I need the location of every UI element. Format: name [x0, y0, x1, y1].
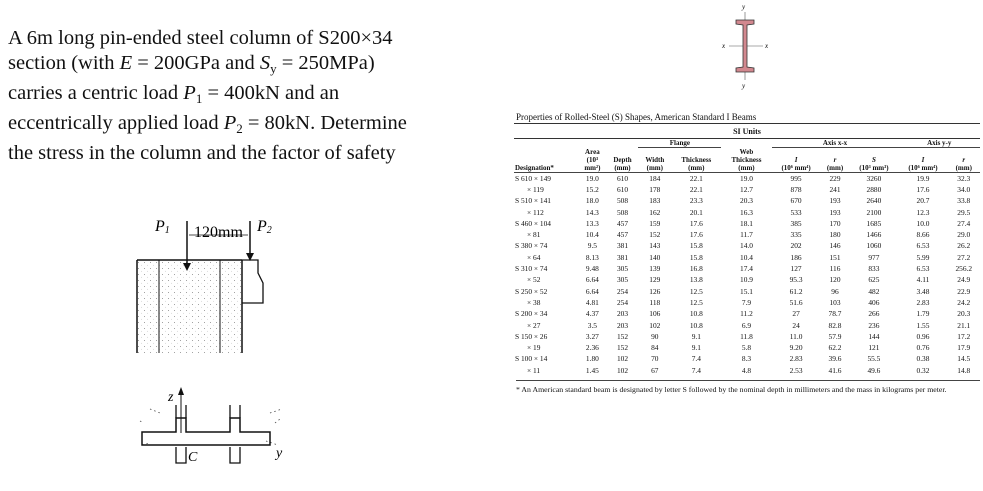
ibeam-y-bottom-label: y: [742, 82, 746, 90]
table-cell: 10.4: [585, 230, 599, 240]
bracket: [242, 260, 263, 303]
table-cell: 3.27: [585, 331, 599, 341]
table-cell: 11.8: [740, 331, 753, 341]
table-cell: 0.32: [916, 365, 930, 375]
column-load-diagram: [125, 213, 295, 353]
table-cell: 833: [868, 264, 880, 274]
table-cell: 23.3: [689, 196, 703, 206]
table-cell: 9.48: [585, 264, 599, 274]
ibeam-x-right-label: x: [765, 42, 769, 50]
header-sx: S (10³ mm³): [849, 148, 898, 173]
table-row: [514, 353, 980, 364]
cell-designation: S 510 × 141: [515, 196, 551, 206]
table-cell: 96: [831, 286, 839, 296]
header-designation: Designation*: [514, 148, 578, 173]
table-cell: 102: [649, 320, 661, 330]
properties-table-block: [514, 112, 980, 394]
table-row: [514, 206, 980, 217]
table-cell: 14.0: [740, 241, 753, 251]
table-cell: 254: [616, 286, 629, 296]
table-cell: 13.3: [585, 218, 599, 228]
subscript-y: y: [270, 61, 277, 76]
table-cell: 533: [790, 207, 802, 217]
table-cell: 90: [651, 331, 659, 341]
table-row: [514, 331, 980, 342]
table-cell: 61.2: [789, 286, 803, 296]
table-body: [514, 172, 980, 376]
table-cell: 977: [868, 252, 880, 262]
problem-text: = 200GPa and: [132, 52, 260, 74]
table-row: [514, 285, 980, 296]
table-cell: 4.81: [585, 297, 599, 307]
group-axis-x: Axis x-x: [772, 139, 899, 148]
table-cell: 22.1: [689, 173, 703, 183]
table-cell: 67: [651, 365, 659, 375]
table-cell: 203: [616, 309, 629, 319]
table-cell: 3260: [866, 173, 882, 183]
table-cell: 146: [829, 241, 841, 251]
table-cell: 229: [829, 173, 841, 183]
table-cell: 6.64: [585, 286, 599, 296]
table-cell: 256.2: [955, 264, 973, 274]
table-cell: 670: [790, 196, 802, 206]
group-flange: Flange: [638, 139, 721, 148]
table-cell: 11.2: [740, 309, 753, 319]
dimension-120mm: 120mm: [194, 224, 243, 241]
table-row: [514, 319, 980, 330]
problem-text: eccentrically applied load: [8, 112, 224, 134]
table-cell: 0.96: [916, 331, 930, 341]
table-cell: 10.8: [689, 320, 703, 330]
cell-designation: S 310 × 74: [515, 264, 548, 274]
problem-line-2: [8, 51, 478, 81]
table-cell: 14.3: [585, 207, 599, 217]
table-cell: 254: [616, 297, 629, 307]
problem-line-3: [8, 81, 478, 111]
table-cell: 0.76: [916, 343, 930, 353]
table-cell: 7.4: [691, 354, 701, 364]
table-cell: 19.9: [916, 173, 930, 183]
table-cell: 126: [649, 286, 661, 296]
table-cell: 51.6: [789, 297, 803, 307]
cell-designation: × 64: [527, 252, 541, 262]
table-cell: 2.36: [585, 343, 599, 353]
table-cell: 20.1: [689, 207, 703, 217]
header-area: Area (10³ mm²): [578, 148, 606, 173]
table-cell: 1.79: [916, 309, 930, 319]
table-cell: 21.1: [957, 320, 971, 330]
header-depth: Depth (mm): [607, 148, 639, 173]
table-cell: 335: [790, 230, 802, 240]
table-cell: 162: [649, 207, 661, 217]
table-cell: 457: [616, 230, 629, 240]
problem-statement: [8, 26, 478, 166]
table-cell: 610: [616, 184, 629, 194]
table-cell: 41.6: [828, 365, 842, 375]
table-cell: 152: [616, 343, 629, 353]
table-cell: 1.55: [916, 320, 930, 330]
symbol-P: P: [183, 82, 196, 104]
ibeam-x-left-label: x: [722, 42, 726, 50]
table-cell: 159: [649, 218, 661, 228]
header-iy: I (10⁶ mm⁴): [898, 148, 947, 173]
table-cell: 995: [790, 173, 802, 183]
header-ry: r (mm): [948, 148, 980, 173]
table-cell: 8.66: [916, 230, 930, 240]
cell-designation: S 460 × 104: [515, 218, 551, 228]
header-width: Width (mm): [638, 148, 671, 173]
header-rx: r (mm): [821, 148, 850, 173]
table-cell: 508: [616, 207, 629, 217]
table-cell: 625: [868, 275, 880, 285]
problem-text: = 400kN and an: [202, 82, 340, 104]
table-cell: 406: [868, 297, 880, 307]
centroid-label: C: [188, 450, 198, 465]
table-cell: 4.8: [741, 365, 752, 375]
table-cell: 143: [649, 241, 661, 251]
table-cell: 18.1: [740, 218, 753, 228]
table-cell: 12.3: [916, 207, 930, 217]
table-cell: 57.9: [828, 331, 842, 341]
table-cell: 39.6: [828, 354, 842, 364]
table-cell: 6.53: [916, 264, 930, 274]
table-cell: 183: [649, 196, 661, 206]
table-cell: 0.38: [916, 354, 930, 364]
table-cell: 106: [649, 309, 661, 319]
table-cell: 95.3: [789, 275, 803, 285]
table-cell: 82.8: [828, 320, 842, 330]
p1-label: P1: [155, 218, 170, 236]
table-cell: 16.8: [689, 264, 703, 274]
table-cell: 241: [829, 184, 841, 194]
table-cell: 305: [616, 275, 629, 285]
group-axis-y: Axis y-y: [898, 139, 980, 148]
table-cell: 102: [616, 365, 629, 375]
table-cell: 2.83: [789, 354, 803, 364]
table-cell: 27.2: [957, 252, 971, 262]
table-cell: 120: [829, 275, 841, 285]
table-cell: 14.5: [957, 354, 971, 364]
table-cell: 20.3: [957, 309, 971, 319]
cell-designation: S 200 × 34: [515, 309, 548, 319]
table-cell: 140: [649, 252, 661, 262]
table-cell: 2640: [866, 196, 882, 206]
table-cell: 32.3: [957, 173, 971, 183]
subscript-2: 2: [236, 121, 243, 136]
table-cell: 193: [829, 207, 841, 217]
table-cell: 15.2: [585, 184, 599, 194]
table-cell: 12.5: [689, 286, 703, 296]
table-cell: 17.2: [957, 331, 971, 341]
subscript-1: 1: [195, 91, 203, 106]
table-cell: 1.80: [585, 354, 599, 364]
table-cell: 508: [616, 196, 629, 206]
table-cell: 178: [649, 184, 661, 194]
table-cell: 20.3: [740, 196, 753, 206]
problem-line-4: [8, 111, 478, 141]
symbol-S: S: [259, 52, 271, 74]
table-row: [514, 365, 980, 376]
problem-line-5: the stress in the column and the factor of safety: [8, 142, 396, 164]
y-axis-label: y: [276, 446, 283, 461]
table-cell: 6.9: [741, 320, 752, 330]
problem-text: carries a centric load: [8, 82, 184, 104]
table-row: [514, 218, 980, 229]
table-cell: 16.3: [740, 207, 753, 217]
table-cell: 139: [649, 264, 661, 274]
table-cell: 5.99: [916, 252, 930, 262]
table-cell: 12.5: [689, 297, 703, 307]
table-cell: 151: [829, 252, 841, 262]
table-cell: 127: [790, 264, 802, 274]
header-ix: I (10⁶ mm⁴): [772, 148, 821, 173]
table-cell: 9.20: [789, 343, 803, 353]
table-cell: 24: [792, 320, 800, 330]
cross-section-diagram: [120, 385, 300, 475]
table-cell: 11.7: [740, 230, 753, 240]
table-cell: 24.9: [957, 275, 971, 285]
table-cell: 2.83: [916, 297, 930, 307]
header-flange-thickness: Thickness (mm): [671, 148, 721, 173]
table-cell: 14.8: [957, 365, 971, 375]
table-cell: 20.7: [916, 196, 930, 206]
column-body: [137, 260, 242, 353]
cell-designation: × 81: [527, 230, 541, 240]
table-cell: 482: [868, 286, 880, 296]
section-outline: [142, 418, 270, 445]
cell-designation: × 112: [527, 207, 544, 217]
table-cell: 202: [790, 241, 802, 251]
table-cell: 27: [792, 309, 800, 319]
table-cell: 8.3: [741, 354, 752, 364]
cell-designation: × 38: [527, 297, 541, 307]
table-cell: 129: [649, 275, 661, 285]
table-cell: 84: [651, 343, 659, 353]
problem-text: = 250MPa): [276, 52, 375, 74]
table-cell: 19.0: [585, 173, 599, 183]
table-cell: 9.1: [691, 331, 701, 341]
symbol-P: P: [223, 112, 237, 134]
table-cell: 121: [868, 343, 880, 353]
table-cell: 18.0: [585, 196, 599, 206]
table-cell: 15.8: [689, 252, 703, 262]
table-cell: 6.53: [916, 241, 930, 251]
cell-designation: × 27: [527, 320, 541, 330]
table-cell: 118: [649, 297, 661, 307]
table-cell: 203: [616, 320, 629, 330]
table-cell: 12.7: [740, 184, 753, 194]
table-cell: 7.9: [741, 297, 752, 307]
table-cell: 457: [616, 218, 629, 228]
table-cell: 186: [790, 252, 802, 262]
table-cell: 180: [829, 230, 841, 240]
table-cell: 170: [829, 218, 841, 228]
ibeam-axes-icon: [705, 0, 785, 90]
table-cell: 15.8: [689, 241, 703, 251]
table-cell: 381: [616, 241, 629, 251]
problem-text: = 80kN. Determine: [242, 112, 407, 134]
table-cell: 10.0: [916, 218, 930, 228]
cell-designation: × 19: [527, 343, 541, 353]
table-cell: 29.5: [957, 207, 971, 217]
table-cell: 8.13: [585, 252, 599, 262]
table-cell: 70: [651, 354, 659, 364]
table-cell: 144: [868, 331, 880, 341]
table-cell: 305: [616, 264, 629, 274]
table-cell: 10.9: [740, 275, 753, 285]
table-cell: 10.4: [740, 252, 753, 262]
table-row: [514, 263, 980, 274]
table-cell: 152: [616, 331, 629, 341]
table-footnote: * An American standard beam is designated by letter S followed by the nominal depth in millimeters and the mass in kilograms per meter.: [516, 380, 980, 395]
table-cell: 11.0: [789, 331, 803, 341]
table-cell: 17.4: [740, 264, 753, 274]
table-cell: 22.9: [957, 286, 971, 296]
cell-designation: S 610 × 149: [515, 173, 551, 183]
table-cell: 2.53: [789, 365, 803, 375]
table-cell: 62.2: [828, 343, 842, 353]
table-cell: 193: [829, 196, 841, 206]
table-cell: 7.4: [691, 365, 701, 375]
table-cell: 1060: [866, 241, 882, 251]
table-cell: 1.45: [585, 365, 599, 375]
table-cell: 4.37: [585, 309, 599, 319]
table-cell: 1685: [866, 218, 882, 228]
table-cell: 27.4: [957, 218, 971, 228]
table-cell: 103: [829, 297, 841, 307]
table-cell: 184: [649, 173, 661, 183]
table-cell: 9.1: [691, 343, 701, 353]
table-cell: 17.6: [689, 230, 703, 240]
table-cell: 15.1: [740, 286, 753, 296]
table-cell: 4.11: [916, 275, 930, 285]
table-cell: 26.2: [957, 241, 971, 251]
z-axis-label: z: [168, 390, 174, 405]
cell-designation: × 11: [527, 365, 541, 375]
properties-table: [514, 138, 980, 376]
table-cell: 152: [649, 230, 661, 240]
symbol-E: E: [119, 52, 133, 74]
table-cell: 10.8: [689, 309, 703, 319]
table-cell: 381: [616, 252, 629, 262]
cell-designation: S 250 × 52: [515, 286, 548, 296]
table-cell: 24.2: [957, 297, 971, 307]
table-cell: 6.64: [585, 275, 599, 285]
table-cell: 2880: [866, 184, 882, 194]
cell-designation: S 150 × 26: [515, 331, 548, 341]
table-row: [514, 342, 980, 353]
table-cell: 17.6: [689, 218, 703, 228]
cell-designation: S 100 × 14: [515, 354, 548, 364]
table-row: [514, 274, 980, 285]
table-row: [514, 252, 980, 263]
table-cell: 116: [829, 264, 841, 274]
table-units: SI Units: [733, 127, 761, 136]
table-row: [514, 172, 980, 184]
table-row: [514, 184, 980, 195]
problem-text: section (with: [8, 52, 120, 74]
table-title: Properties of Rolled-Steel (S) Shapes, American Standard I Beams: [516, 112, 757, 122]
table-cell: 3.5: [587, 320, 597, 330]
table-row: [514, 308, 980, 319]
table-cell: 33.8: [957, 196, 971, 206]
table-cell: 266: [868, 309, 880, 319]
cell-designation: S 380 × 74: [515, 241, 548, 251]
ibeam-y-top-label: y: [742, 3, 746, 11]
table-cell: 385: [790, 218, 802, 228]
table-row: [514, 229, 980, 240]
table-cell: 13.8: [689, 275, 703, 285]
table-cell: 78.7: [828, 309, 842, 319]
p2-label: P2: [257, 218, 272, 236]
table-cell: 9.5: [587, 241, 597, 251]
table-cell: 17.6: [916, 184, 930, 194]
table-cell: 102: [616, 354, 629, 364]
cell-designation: × 119: [527, 184, 544, 194]
table-cell: 55.5: [867, 354, 881, 364]
table-cell: 49.6: [867, 365, 881, 375]
table-cell: 34.0: [957, 184, 971, 194]
table-cell: 1466: [866, 230, 882, 240]
table-row: [514, 297, 980, 308]
table-cell: 878: [790, 184, 802, 194]
table-cell: 3.48: [916, 286, 930, 296]
header-web-thickness: Web Thickness (mm): [721, 148, 771, 173]
table-cell: 22.1: [689, 184, 703, 194]
table-cell: 17.9: [957, 343, 971, 353]
problem-line-1: A 6m long pin-ended steel column of S200×34: [8, 27, 393, 49]
cell-designation: × 52: [527, 275, 541, 285]
table-row: [514, 240, 980, 251]
table-cell: 2100: [866, 207, 882, 217]
table-cell: 236: [868, 320, 880, 330]
table-cell: 29.0: [957, 230, 971, 240]
table-cell: 5.8: [741, 343, 752, 353]
table-row: [514, 195, 980, 206]
table-cell: 610: [616, 173, 629, 183]
table-cell: 19.0: [740, 173, 753, 183]
